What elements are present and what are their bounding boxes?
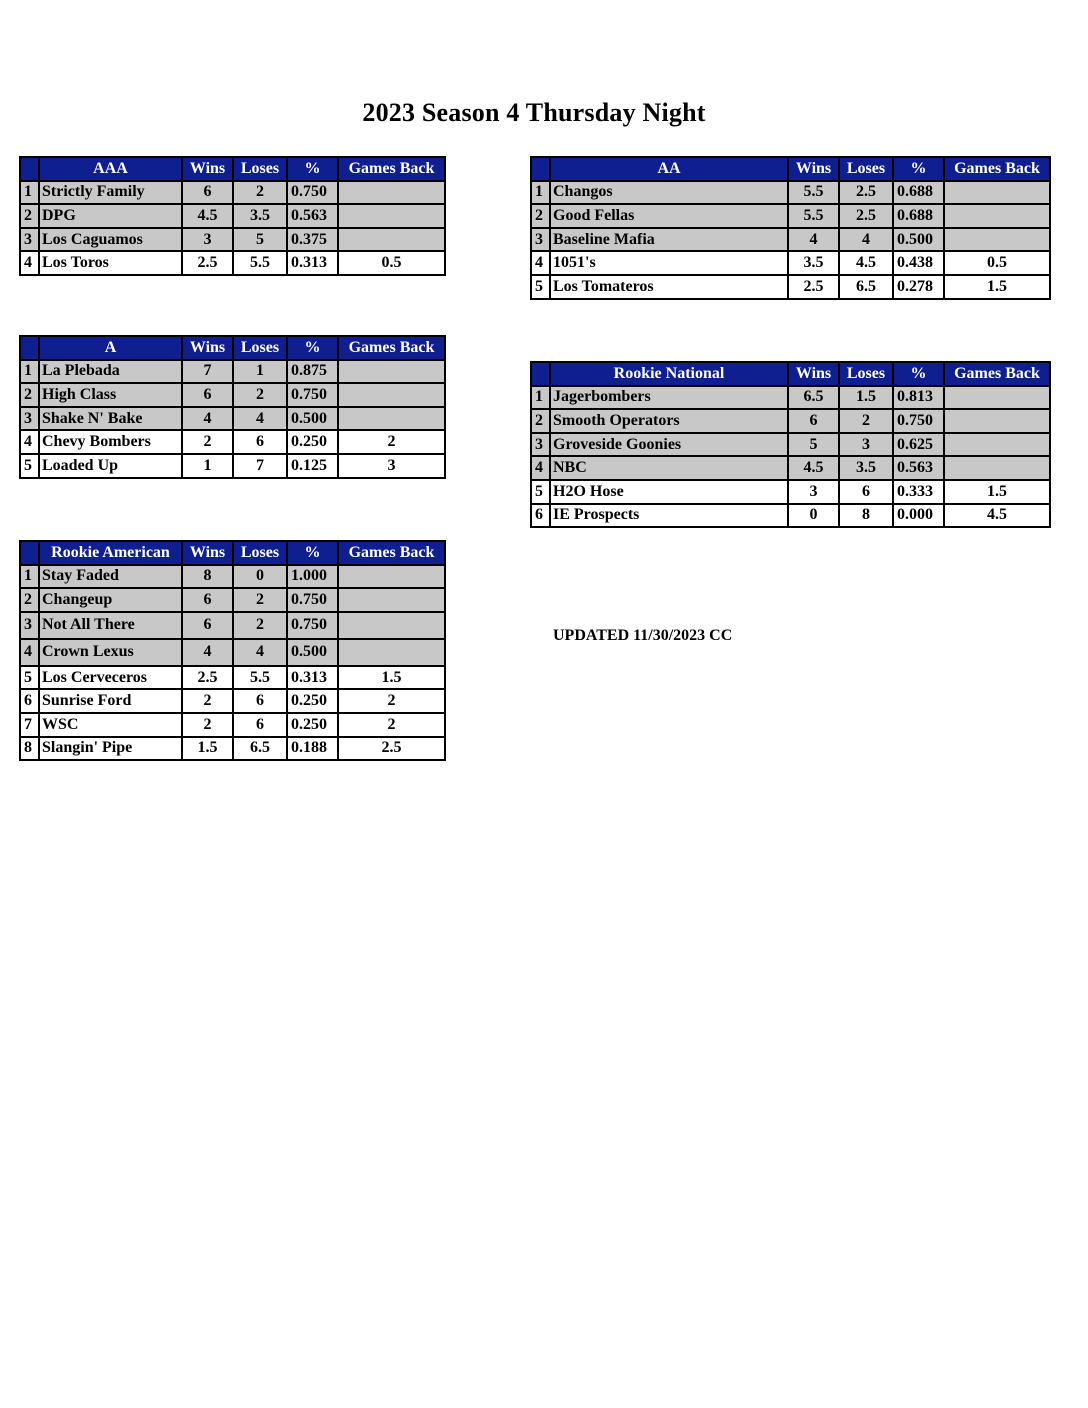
loses-cell: 8 [839,504,893,528]
loses-cell: 7 [233,454,287,478]
table-row [531,456,1050,480]
wins-cell: 1.5 [182,737,233,761]
team-name-cell: Changeup [39,588,182,612]
rank-cell: 6 [531,504,550,528]
wins-cell: 4.5 [182,204,233,228]
team-name-cell: Smooth Operators [550,409,788,433]
table-row [531,433,1050,457]
rank-cell: 5 [20,666,39,690]
table-row [531,228,1050,252]
table-row [531,275,1050,299]
rank-cell: 1 [20,181,39,205]
table-header-row [531,362,1050,386]
pct-header: % [287,336,338,360]
team-name-cell: Stay Faded [39,565,182,589]
wins-cell: 6 [788,409,839,433]
team-name-cell: Groveside Goonies [550,433,788,457]
table-row [20,639,445,666]
pct-cell: 0.333 [893,480,944,504]
wins-cell: 0 [788,504,839,528]
table-row [20,181,445,205]
team-name-cell: Baseline Mafia [550,228,788,252]
loses-cell: 2 [839,409,893,433]
wins-cell: 2 [182,713,233,737]
wins-cell: 6 [182,588,233,612]
table-row [20,565,445,589]
rank-cell: 4 [20,639,39,666]
pct-cell: 0.250 [287,713,338,737]
pct-cell: 0.688 [893,181,944,205]
pct-header: % [287,157,338,181]
rank-cell: 1 [20,565,39,589]
pct-cell: 0.250 [287,689,338,713]
rank-cell: 1 [20,360,39,384]
wins-cell: 5.5 [788,181,839,205]
table-header-row [531,157,1050,181]
rank-cell: 8 [20,737,39,761]
team-name-cell: Los Toros [39,251,182,275]
loses-cell: 2 [233,588,287,612]
games-back-cell: 0.5 [338,251,445,275]
wins-cell: 3.5 [788,251,839,275]
rank-cell: 2 [20,588,39,612]
division-name: A [39,336,182,360]
table-row [531,251,1050,275]
loses-cell: 1.5 [839,386,893,410]
team-name-cell: Los Tomateros [550,275,788,299]
division-table-rookie-national [530,361,1051,528]
loses-header: Loses [233,157,287,181]
rank-cell: 5 [531,275,550,299]
games-back-cell [338,407,445,431]
pct-cell: 0.875 [287,360,338,384]
division-name: Rookie American [39,541,182,565]
wins-cell: 3 [182,228,233,252]
standings-body [20,360,445,478]
team-name-cell: Los Caguamos [39,228,182,252]
games-back-cell [944,204,1050,228]
team-name-cell: Los Cerveceros [39,666,182,690]
division-name: AA [550,157,788,181]
loses-cell: 3 [839,433,893,457]
rank-cell: 4 [20,430,39,454]
pct-cell: 0.750 [287,612,338,639]
loses-cell: 5.5 [233,251,287,275]
loses-cell: 2 [233,612,287,639]
team-name-cell: High Class [39,383,182,407]
table-row [20,612,445,639]
team-name-cell: IE Prospects [550,504,788,528]
pct-cell: 0.438 [893,251,944,275]
table-row [20,430,445,454]
loses-cell: 1 [233,360,287,384]
loses-header: Loses [839,157,893,181]
table-row [20,454,445,478]
team-name-cell: DPG [39,204,182,228]
loses-cell: 2 [233,383,287,407]
pct-cell: 0.750 [287,588,338,612]
pct-cell: 0.500 [287,407,338,431]
team-name-cell: NBC [550,456,788,480]
rank-cell: 3 [20,228,39,252]
standings-body [531,386,1050,528]
loses-cell: 6 [839,480,893,504]
pct-cell: 0.750 [287,383,338,407]
rank-cell: 2 [20,383,39,407]
wins-cell: 2.5 [788,275,839,299]
loses-cell: 6.5 [839,275,893,299]
rank-cell: 4 [20,251,39,275]
team-name-cell: Sunrise Ford [39,689,182,713]
standings-body [531,181,1050,299]
games-back-cell: 2 [338,689,445,713]
pct-cell: 0.563 [287,204,338,228]
page-title: 2023 Season 4 Thursday Night [362,98,706,127]
wins-header: Wins [788,157,839,181]
wins-cell: 1 [182,454,233,478]
games-back-cell: 2.5 [338,737,445,761]
rank-cell: 7 [20,713,39,737]
table-row [531,480,1050,504]
team-name-cell: Shake N' Bake [39,407,182,431]
games-back-header: Games Back [338,541,445,565]
table-row [20,588,445,612]
table-row [531,504,1050,528]
wins-cell: 3 [788,480,839,504]
pct-cell: 0.750 [287,181,338,205]
table-row [531,181,1050,205]
loses-header: Loses [233,541,287,565]
loses-cell: 5.5 [233,666,287,690]
loses-cell: 5 [233,228,287,252]
pct-cell: 0.000 [893,504,944,528]
games-back-cell: 1.5 [944,275,1050,299]
loses-cell: 2 [233,181,287,205]
rank-column-header [20,336,39,360]
team-name-cell: H2O Hose [550,480,788,504]
games-back-cell [338,204,445,228]
division-name: AAA [39,157,182,181]
loses-cell: 6 [233,713,287,737]
games-back-cell: 3 [338,454,445,478]
games-back-cell [338,181,445,205]
wins-cell: 4 [182,407,233,431]
games-back-cell [944,228,1050,252]
games-back-cell: 0.5 [944,251,1050,275]
games-back-cell [944,181,1050,205]
division-table-aaa [19,156,446,276]
pct-cell: 0.688 [893,204,944,228]
games-back-cell [944,386,1050,410]
team-name-cell: Changos [550,181,788,205]
rank-cell: 1 [531,386,550,410]
pct-cell: 1.000 [287,565,338,589]
games-back-cell: 2 [338,430,445,454]
pct-cell: 0.278 [893,275,944,299]
loses-cell: 2.5 [839,204,893,228]
wins-cell: 4 [182,639,233,666]
pct-cell: 0.375 [287,228,338,252]
wins-cell: 8 [182,565,233,589]
rank-column-header [531,362,550,386]
games-back-header: Games Back [338,336,445,360]
wins-cell: 2 [182,430,233,454]
table-row [531,204,1050,228]
wins-cell: 2.5 [182,666,233,690]
rank-cell: 6 [20,689,39,713]
rank-cell: 5 [20,454,39,478]
games-back-cell [338,612,445,639]
pct-header: % [893,362,944,386]
games-back-cell: 2 [338,713,445,737]
pct-header: % [287,541,338,565]
rank-cell: 5 [531,480,550,504]
team-name-cell: Slangin' Pipe [39,737,182,761]
team-name-cell: 1051's [550,251,788,275]
table-header-row [20,541,445,565]
wins-cell: 6 [182,612,233,639]
loses-cell: 6.5 [233,737,287,761]
wins-cell: 5.5 [788,204,839,228]
pct-cell: 0.188 [287,737,338,761]
team-name-cell: Jagerbombers [550,386,788,410]
table-row [20,689,445,713]
table-header-row [20,336,445,360]
games-back-cell [944,456,1050,480]
wins-cell: 5 [788,433,839,457]
team-name-cell: WSC [39,713,182,737]
wins-header: Wins [788,362,839,386]
division-table-aa [530,156,1051,300]
standings-body [20,565,445,761]
games-back-cell [944,433,1050,457]
loses-cell: 4.5 [839,251,893,275]
pct-cell: 0.563 [893,456,944,480]
rank-cell: 3 [531,433,550,457]
games-back-cell: 4.5 [944,504,1050,528]
table-row [20,713,445,737]
wins-cell: 6.5 [788,386,839,410]
rank-cell: 3 [531,228,550,252]
pct-cell: 0.625 [893,433,944,457]
table-row [20,360,445,384]
loses-cell: 4 [233,407,287,431]
pct-header: % [893,157,944,181]
division-name: Rookie National [550,362,788,386]
rank-cell: 2 [531,204,550,228]
pct-cell: 0.313 [287,251,338,275]
games-back-header: Games Back [944,157,1050,181]
team-name-cell: Good Fellas [550,204,788,228]
games-back-cell [338,588,445,612]
wins-cell: 6 [182,181,233,205]
pct-cell: 0.750 [893,409,944,433]
wins-cell: 7 [182,360,233,384]
loses-cell: 2.5 [839,181,893,205]
games-back-cell: 1.5 [338,666,445,690]
division-table-rookie-american [19,540,446,761]
table-row [20,383,445,407]
loses-cell: 3.5 [233,204,287,228]
standings-body [20,181,445,275]
wins-cell: 2.5 [182,251,233,275]
table-row [20,251,445,275]
table-row [531,386,1050,410]
games-back-header: Games Back [944,362,1050,386]
table-row [20,407,445,431]
games-back-cell: 1.5 [944,480,1050,504]
rank-cell: 3 [20,407,39,431]
pct-cell: 0.313 [287,666,338,690]
wins-header: Wins [182,541,233,565]
games-back-cell [944,409,1050,433]
table-row [20,666,445,690]
pct-cell: 0.500 [287,639,338,666]
pct-cell: 0.500 [893,228,944,252]
team-name-cell: Strictly Family [39,181,182,205]
rank-cell: 2 [531,409,550,433]
wins-cell: 2 [182,689,233,713]
table-header-row [20,157,445,181]
loses-header: Loses [839,362,893,386]
games-back-cell [338,565,445,589]
wins-cell: 4 [788,228,839,252]
rank-cell: 4 [531,456,550,480]
loses-cell: 6 [233,430,287,454]
wins-header: Wins [182,336,233,360]
pct-cell: 0.125 [287,454,338,478]
loses-cell: 4 [233,639,287,666]
games-back-cell [338,228,445,252]
loses-cell: 4 [839,228,893,252]
updated-note: UPDATED 11/30/2023 CC [553,627,733,644]
team-name-cell: Chevy Bombers [39,430,182,454]
pct-cell: 0.250 [287,430,338,454]
loses-header: Loses [233,336,287,360]
rank-column-header [20,157,39,181]
team-name-cell: Crown Lexus [39,639,182,666]
games-back-header: Games Back [338,157,445,181]
rank-cell: 2 [20,204,39,228]
wins-cell: 6 [182,383,233,407]
team-name-cell: La Plebada [39,360,182,384]
division-table-a [19,335,446,479]
table-row [20,228,445,252]
loses-cell: 0 [233,565,287,589]
table-row [531,409,1050,433]
table-row [20,737,445,761]
rank-cell: 4 [531,251,550,275]
rank-cell: 3 [20,612,39,639]
loses-cell: 6 [233,689,287,713]
games-back-cell [338,639,445,666]
games-back-cell [338,360,445,384]
wins-cell: 4.5 [788,456,839,480]
team-name-cell: Not All There [39,612,182,639]
table-row [20,204,445,228]
rank-column-header [20,541,39,565]
rank-cell: 1 [531,181,550,205]
loses-cell: 3.5 [839,456,893,480]
rank-column-header [531,157,550,181]
team-name-cell: Loaded Up [39,454,182,478]
wins-header: Wins [182,157,233,181]
pct-cell: 0.813 [893,386,944,410]
games-back-cell [338,383,445,407]
